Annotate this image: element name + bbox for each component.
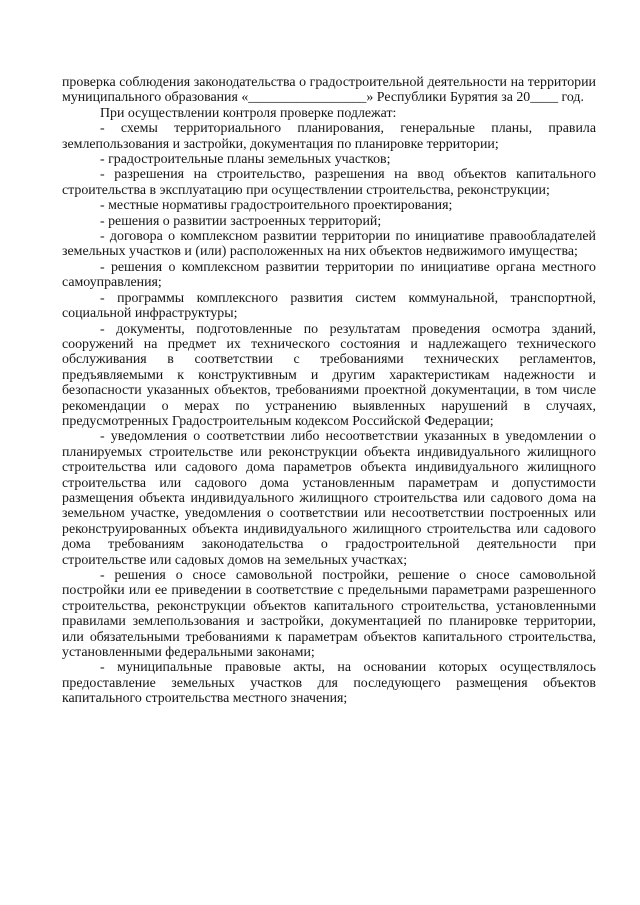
list-item-notifications: - уведомления о соответствии либо несоответствии указанных в уведомлении о планируемых строительстве или реконструкции объекта индивидуального жилищного строительства или садового дома параметров объекта индивидуального жилищного строительства или садового дома установленным параметрам и допустимости размещения объекта индивидуального жилищного строительства или садового дома на земельном участке, уведомления о соответствии или несоответствии построенных или реконструированных объекта индивидуального жилищного строительства или садового дома требованиям законодательства о градостроительной деятельности при строительстве или садовых домов на земельных участках;	[62, 429, 596, 568]
list-item-urban-plans: - градостроительные планы земельных участков;	[100, 152, 391, 168]
list-item-demolition-decisions: - решения о сносе самовольной постройки, решение о сносе самовольной постройки или ее приведении в соответствие с предельными параметрами разрешенного строительства, реконструкции объектов капитального строительства, установленными правилами землепользования и застройки, документацией по планировке территории, или обязательными требованиями к параметрам объектов капитального строительства, установленными федеральными законами;	[62, 568, 596, 661]
list-item-inspection-documents: - документы, подготовленные по результатам проведения осмотра зданий, сооружений на предмет их технического состояния и надлежащего технического обслуживания в соответствии с требованиями технических регламентов, предъявляемыми к конструктивным и другим характеристикам надежности и безопасности указанных объектов, требованиями проектной документации, в том числе рекомендации о мерах по устранению выявленных нарушений в случаях, предусмотренных Градостроительным кодексом Российской Федерации;	[62, 321, 596, 429]
paragraph-intro: проверка соблюдения законодательства о градостроительной деятельности на территории муниципального образования «_________________» Республики Бурятия за 20____ год.	[62, 75, 596, 106]
list-item-developed-territories: - решения о развитии застроенных территорий;	[100, 213, 382, 229]
paragraph-subject-heading: При осуществлении контроля проверке подлежат:	[100, 105, 397, 121]
list-item-infrastructure-programs: - программы комплексного развития систем коммунальной, транспортной, социальной инфраструктуры;	[62, 290, 596, 322]
list-item-local-norms: - местные нормативы градостроительного проектирования;	[100, 198, 453, 214]
list-item-development-decisions: - решения о комплексном развитии территории по инициативе органа местного самоуправления;	[62, 259, 596, 291]
document-page	[62, 75, 596, 707]
list-item-municipal-acts: - муниципальные правовые акты, на основании которых осуществлялось предоставление земельных участков для последующего размещения объектов капитального строительства местного значения;	[62, 660, 596, 707]
list-item-planning-schemes: - схемы территориального планирования, генеральные планы, правила землепользования и застройки, документация по планировке территории;	[62, 121, 596, 152]
list-item-development-contracts: - договора о комплексном развитии территории по инициативе правообладателей земельных участков и (или) расположенных на них объектов недвижимого имущества;	[62, 229, 596, 260]
list-item-permits: - разрешения на строительство, разрешения на ввод объектов капитального строительства в эксплуатацию при осуществлении строительства, реконструкции;	[62, 167, 596, 198]
